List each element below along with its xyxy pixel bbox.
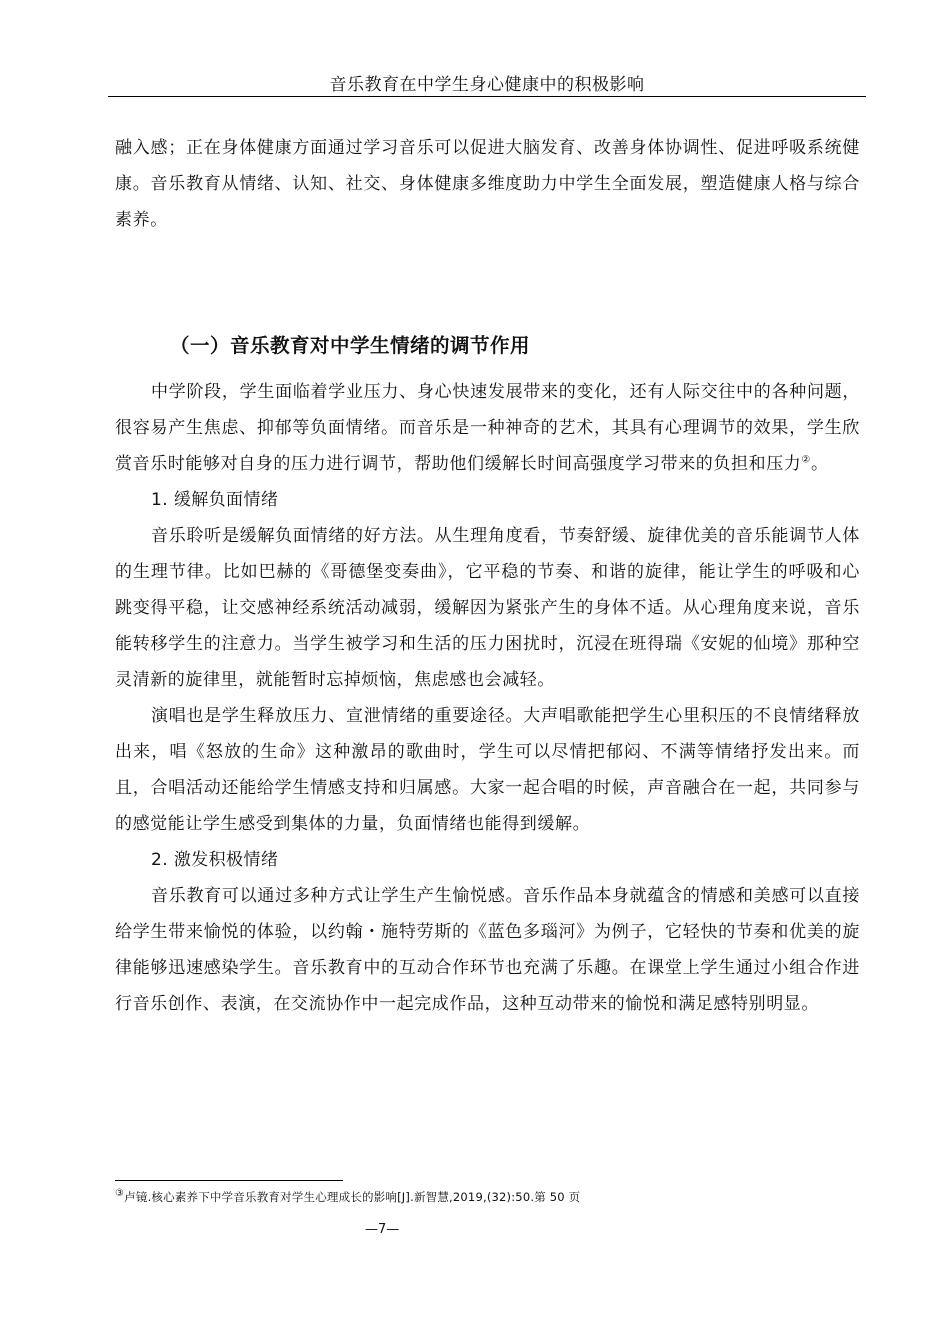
- header-rule: [108, 96, 866, 97]
- subsection-2-paragraph-1: 音乐教育可以通过多种方式让学生产生愉悦感。音乐作品本身就蕴含的情感和美感可以直接给学生带来愉悦的体验，以约翰・施特劳斯的《蓝色多瑙河》为例子，它轻快的节奏和优美的旋律能够迅速感染学生。音乐教育中的互动合作环节也充满了乐趣。在课堂上学生通过小组合作进行音乐创作、表演，在交流协作中一起完成作品，这种互动带来的愉悦和满足感特别明显。: [115, 886, 860, 1014]
- running-header: 音乐教育在中学生身心健康中的积极影响: [329, 75, 645, 95]
- footnote-rule: [115, 1180, 343, 1181]
- main-body: [115, 374, 860, 1022]
- subsection-1-paragraph-1: 音乐聆听是缓解负面情绪的好方法。从生理角度看，节奏舒缓、旋律优美的音乐能调节人体的生理节律。比如巴赫的《哥德堡变奏曲》，它平稳的节奏、和谐的旋律，能让学生的呼吸和心跳变得平稳，让交感神经系统活动减弱，缓解因为紧张产生的身体不适。从心理角度来说，音乐能转移学生的注意力。当学生被学习和生活的压力困扰时，沉浸在班得瑞《安妮的仙境》那种空灵清新的旋律里，就能暂时忘掉烦恼，焦虑感也会减轻。: [115, 526, 860, 690]
- subsection-heading-2: 2. 激发积极情绪: [151, 850, 279, 870]
- subsection-1-paragraph-2: 演唱也是学生释放压力、宣泄情绪的重要途径。大声唱歌能把学生心里积压的不良情绪释放出来，唱《怒放的生命》这种激昂的歌曲时，学生可以尽情把郁闷、不满等情绪抒发出来。而且，合唱活动还能给学生情感支持和归属感。大家一起合唱的时候，声音融合在一起，共同参与的感觉能让学生感受到集体的力量，负面情绪也能得到缓解。: [115, 706, 860, 834]
- page-number: —7—: [365, 1222, 400, 1237]
- section-heading: （一）音乐教育对中学生情绪的调节作用: [170, 334, 531, 357]
- section-paragraph-end: 。: [810, 454, 829, 474]
- footnote-reference[interactable]: ②: [801, 454, 811, 466]
- section-paragraph-text: 中学阶段，学生面临着学业压力、身心快速发展带来的变化，还有人际交往中的各种问题，很容易产生焦虑、抑郁等负面情绪。而音乐是一种神奇的艺术，其具有心理调节的效果，学生欣赏音乐时能够对自身的压力进行调节，帮助他们缓解长时间高强度学习带来的负担和压力: [115, 382, 860, 474]
- footnote-text: 卢镜.核心素养下中学音乐教育对学生心理成长的影响[J].新智慧,2019,(32):50.第 50 页: [124, 1190, 581, 1204]
- footnote-marker: ③: [115, 1188, 125, 1200]
- footnote: [115, 1189, 580, 1205]
- intro-paragraph: 融入感；正在身体健康方面通过学习音乐可以促进大脑发育、改善身体协调性、促进呼吸系统健康。音乐教育从情绪、认知、社交、身体健康多维度助力中学生全面发展，塑造健康人格与综合素养。: [115, 138, 860, 230]
- subsection-heading-1: 1. 缓解负面情绪: [151, 490, 279, 510]
- section-paragraph: [115, 374, 860, 482]
- intro-block: [115, 130, 860, 238]
